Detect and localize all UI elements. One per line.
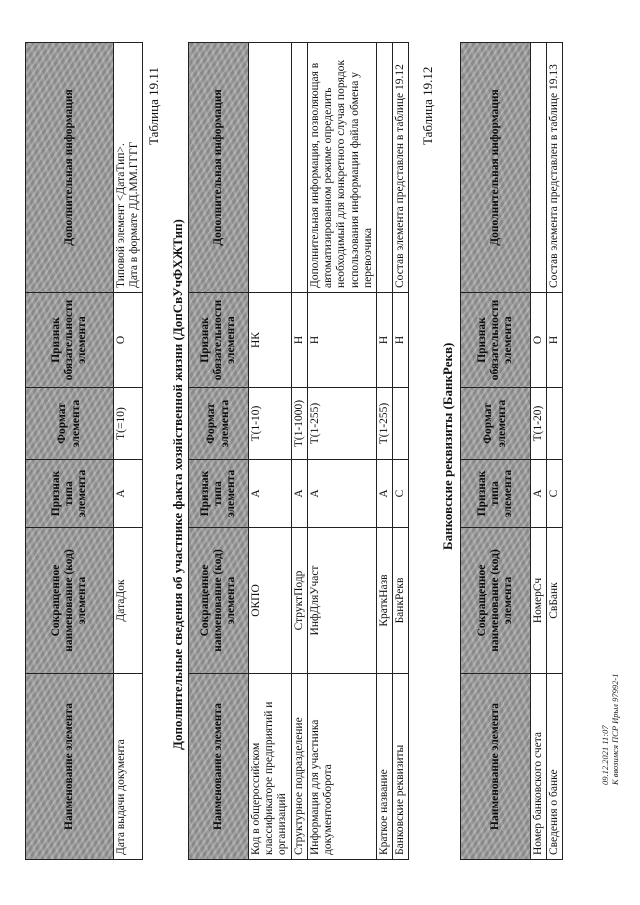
- table-row: [307, 43, 376, 860]
- header-format: Формат элемента: [189, 388, 249, 460]
- cell-required: НК: [249, 293, 292, 388]
- header-info: Дополнительная информация: [26, 43, 114, 293]
- table-19-12-title: Банковские реквизиты (БанкРекв): [440, 342, 455, 550]
- cell-code: ИнфДляУчаст: [307, 528, 376, 674]
- table-19-11-label: Таблица 19.11: [146, 67, 161, 145]
- cell-info: [291, 43, 307, 293]
- cell-name: Структурное подразделение: [291, 674, 307, 860]
- cell-code: КраткНазв: [376, 528, 392, 674]
- cell-required: Н: [376, 293, 392, 388]
- cell-type: А: [376, 460, 392, 528]
- header-type: Признак типа элемента: [461, 460, 531, 528]
- cell-name: Дата выдачи документа: [114, 674, 143, 860]
- cell-name: Банковские реквизиты: [393, 674, 409, 860]
- table-19-11-title: Дополнительные сведения об участнике факта хозяйственной жизни (ДопСвУчФХЖТип): [170, 219, 185, 750]
- cell-required: О: [114, 293, 143, 388]
- cell-type: А: [114, 460, 143, 528]
- header-type: Признак типа элемента: [26, 460, 114, 528]
- cell-info: Состав элемента представлен в таблице 19.13: [547, 43, 563, 293]
- cell-format: T(1-255): [376, 388, 392, 460]
- header-name: Наименование элемента: [189, 674, 249, 860]
- cell-format: T(1-1000): [291, 388, 307, 460]
- cell-type: А: [291, 460, 307, 528]
- table-row: [114, 43, 143, 860]
- header-format: Формат элемента: [26, 388, 114, 460]
- cell-required: Н: [291, 293, 307, 388]
- cell-required: Н: [393, 293, 409, 388]
- header-required: Признак обязательности элемента: [189, 293, 249, 388]
- cell-required: Н: [547, 293, 563, 388]
- cell-type: С: [393, 460, 409, 528]
- cell-required: Н: [307, 293, 376, 388]
- cell-name: Код в общероссийском классификаторе предприятий и организаций: [249, 674, 292, 860]
- cell-code: БанкРекв: [393, 528, 409, 674]
- cell-info-text: Типовой элемент <ДатаТип>. Дата в формате ДД.ММ.ГГГГ: [115, 141, 141, 288]
- header-name: Наименование элемента: [26, 674, 114, 860]
- cell-type: А: [531, 460, 547, 528]
- cell-info: [376, 43, 392, 293]
- cell-code: СвБанк: [547, 528, 563, 674]
- table-row: [531, 43, 547, 860]
- cell-type: С: [547, 460, 563, 528]
- cell-type: А: [249, 460, 292, 528]
- cell-format: T(1-20): [531, 388, 547, 460]
- cell-code: СтруктПодр: [291, 528, 307, 674]
- cell-code: НомерСч: [531, 528, 547, 674]
- header-code: Сокращенное наименование (код) элемента: [461, 528, 531, 674]
- table-top: [25, 42, 143, 860]
- cell-name: Информация для участника документооборота: [307, 674, 376, 860]
- cell-name: Номер банковского счета: [531, 674, 547, 860]
- cell-code: ОКПО: [249, 528, 292, 674]
- cell-required: О: [531, 293, 547, 388]
- cell-info: Дополнительная информация, позволяющая в автоматизированном режиме определить необходимый для конкретного случая порядок использования информации файла обмена у перевозчика: [307, 43, 376, 293]
- cell-format: T(=10): [114, 388, 143, 460]
- cell-name: Сведения о банке: [547, 674, 563, 860]
- header-info: Дополнительная информация: [189, 43, 249, 293]
- cell-type: А: [307, 460, 376, 528]
- cell-format: T(1-255): [307, 388, 376, 460]
- table-19-11: [188, 42, 409, 860]
- table-row: [547, 43, 563, 860]
- cell-info: [531, 43, 547, 293]
- header-info: Дополнительная информация: [461, 43, 531, 293]
- header-code: Сокращенное наименование (код) элемента: [26, 528, 114, 674]
- cell-format: T(1-10): [249, 388, 292, 460]
- header-name: Наименование элемента: [461, 674, 531, 860]
- cell-info: Состав элемента представлен в таблице 19.12: [393, 43, 409, 293]
- table-row: [393, 43, 409, 860]
- header-required: Признак обязательности элемента: [461, 293, 531, 388]
- header-type: Признак типа элемента: [189, 460, 249, 528]
- cell-format: [393, 388, 409, 460]
- table-row: [249, 43, 292, 860]
- cell-info: [114, 43, 143, 293]
- table-row: [291, 43, 307, 860]
- footer-timestamp: 09.12.2021 11:07: [600, 725, 610, 785]
- table-row: [376, 43, 392, 860]
- cell-info: [249, 43, 292, 293]
- table-19-12: [460, 42, 563, 860]
- cell-name: Краткое название: [376, 674, 392, 860]
- cell-format: [547, 388, 563, 460]
- footer-source: К ввозимся ПСР Ирыл 97992-1: [610, 673, 621, 785]
- header-format: Формат элемента: [461, 388, 531, 460]
- print-footer: [600, 674, 620, 785]
- header-code: Сокращенное наименование (код) элемента: [189, 528, 249, 674]
- cell-code: ДатаДок: [114, 528, 143, 674]
- header-required: Признак обязательности элемента: [26, 293, 114, 388]
- table-19-12-label: Таблица 19.12: [420, 66, 435, 145]
